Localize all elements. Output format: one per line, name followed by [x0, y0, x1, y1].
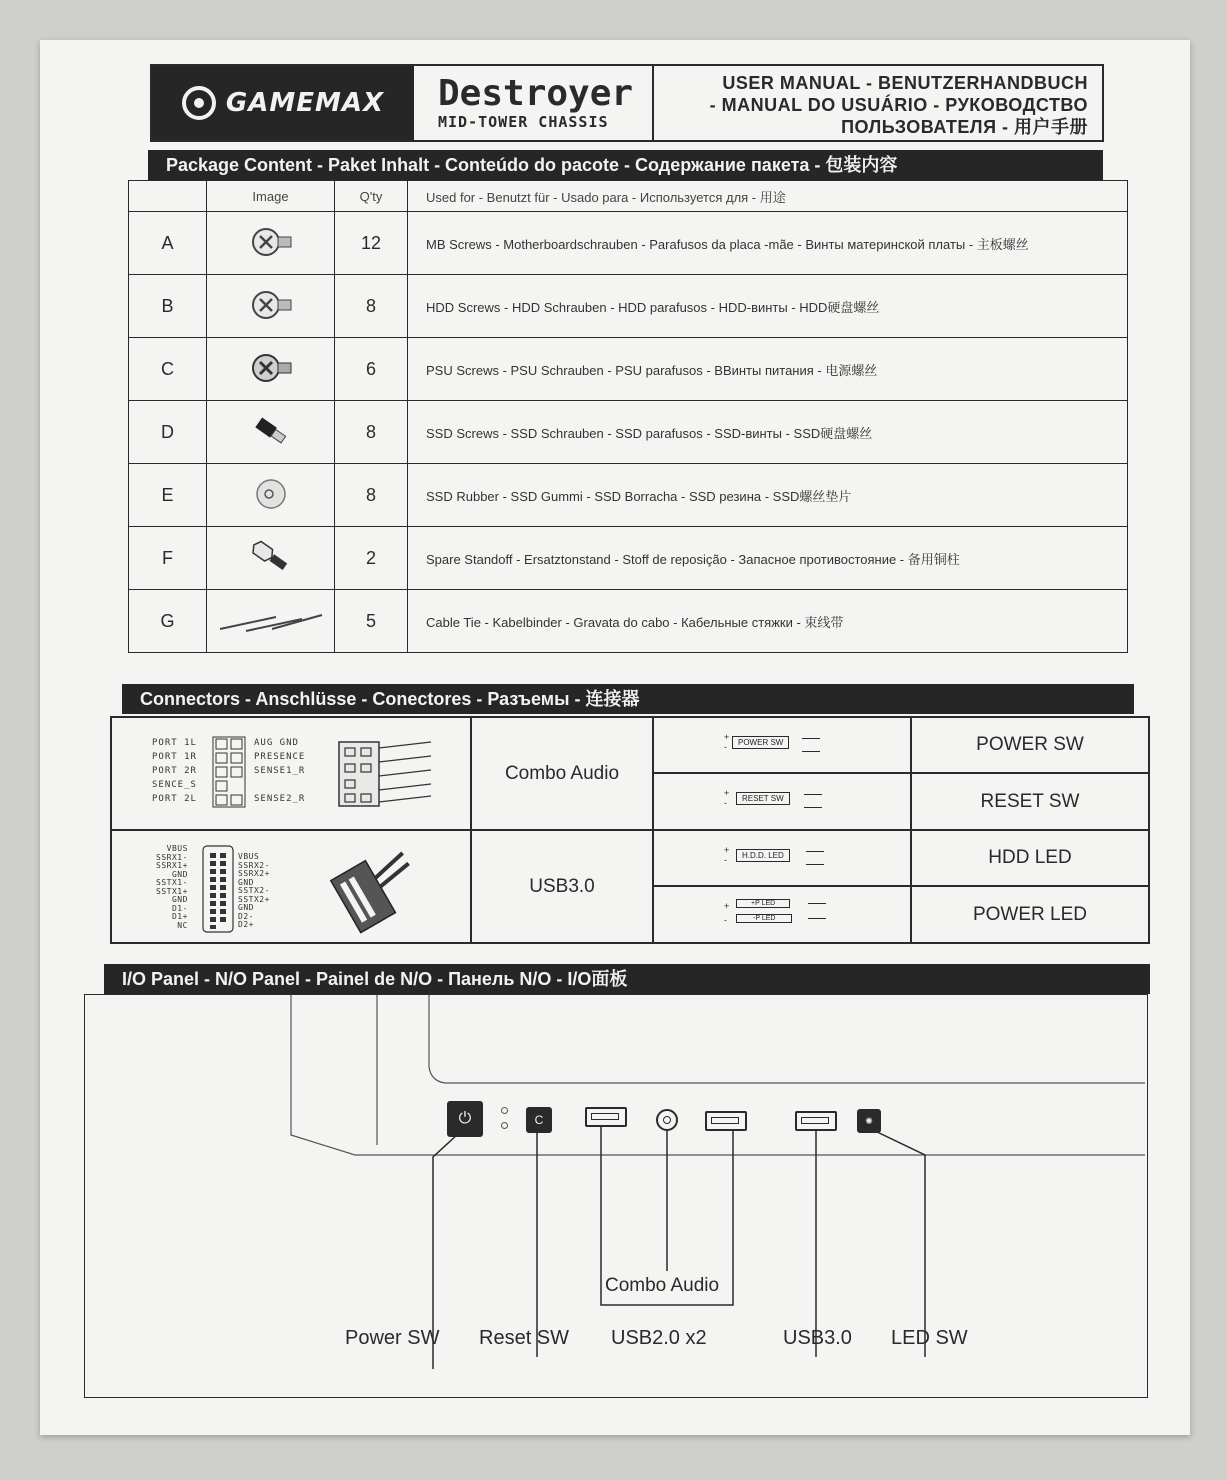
row-letter: F — [129, 527, 207, 590]
screw-icon — [207, 212, 335, 275]
connector-wires-icon — [802, 738, 820, 752]
led-sw-io-label: LED SW — [891, 1327, 968, 1349]
row-letter: A — [129, 212, 207, 275]
brand-name: GAMEMAX — [225, 88, 385, 118]
screw-icon — [207, 275, 335, 338]
row-description: HDD Screws - HDD Schrauben - HDD parafusos - HDD-винты - HDD硬盘螺丝 — [408, 275, 1128, 338]
row-qty: 2 — [335, 527, 408, 590]
power-led-cell — [911, 886, 1149, 943]
table-row — [129, 401, 1128, 464]
table-header-image: Image — [207, 181, 335, 212]
row-description: SSD Screws - SSD Schrauben - SSD parafusos - SSD-винты - SSD硬盘螺丝 — [408, 401, 1128, 464]
ssd-screw-icon — [207, 401, 335, 464]
io-section-title: I/O Panel - N/O Panel - Painel de N/O - Панель N/O - I/O面板 — [104, 964, 1150, 994]
row-qty: 8 — [335, 464, 408, 527]
reset-sw-cell — [911, 773, 1149, 830]
power-sw-cell — [911, 717, 1149, 773]
table-row — [129, 464, 1128, 527]
hdd-led-connector-tag: H.D.D. LED — [736, 849, 790, 862]
row-description: MB Screws - Motherboardschrauben - Parafusos da placa -mãe - Винты материнской платы - 主板螺丝 — [408, 212, 1128, 275]
power-led-minus-tag: -P LED — [736, 914, 792, 923]
row-qty: 6 — [335, 338, 408, 401]
row-letter: E — [129, 464, 207, 527]
usb2-io-label: USB2.0 x2 — [611, 1327, 707, 1349]
audio-pin-labels-right: AUG GND PRESENCE SENSE1_R SENSE2_R — [254, 738, 306, 804]
led-switch-icon: ✺ — [857, 1109, 881, 1133]
row-qty: 8 — [335, 401, 408, 464]
usb3-cell — [471, 830, 653, 943]
hdd-led-cell — [911, 830, 1149, 886]
row-description: Spare Standoff - Ersatztonstand - Stoff de reposição - Запасное противостояние - 备用铜柱 — [408, 527, 1128, 590]
row-letter: C — [129, 338, 207, 401]
usb3-label: USB3.0 — [529, 875, 595, 897]
connector-wires-icon — [808, 903, 826, 919]
screw-icon — [207, 338, 335, 401]
power-sw-connector-tag: POWER SW — [732, 736, 789, 749]
row-description: Cable Tie - Kabelbinder - Gravata do cabo - Кабельные стяжки - 束线带 — [408, 590, 1128, 653]
usb3-pinout-cell — [111, 830, 471, 943]
reset-sw-connector-tag: RESET SW — [736, 792, 790, 805]
row-description: SSD Rubber - SSD Gummi - SSD Borracha - SSD резина - SSD螺丝垫片 — [408, 464, 1128, 527]
manual-title-line: ПОЛЬЗОВАТЕЛЯ - 用户手册 — [841, 117, 1088, 137]
usb3-pin-labels-left: VBUS SSRX1- SSRX1+ GND SSTX1- SSTX1+ GND D1- D1+ NC — [156, 844, 188, 930]
table-header-used: Used for - Benutzt für - Usado para - Используется для - 用途 — [408, 181, 1128, 212]
brand-logo — [152, 66, 414, 140]
manual-title-line: - MANUAL DO USUÁRIO - РУКОВОДСТВО — [709, 95, 1088, 115]
standoff-icon — [207, 527, 335, 590]
row-letter: D — [129, 401, 207, 464]
usb3-header-icon — [202, 845, 234, 933]
row-qty: 8 — [335, 275, 408, 338]
audio-plug-icon — [337, 736, 437, 810]
combo-audio-cell — [471, 717, 653, 830]
table-row — [129, 527, 1128, 590]
model-name: Destroyer — [438, 73, 634, 114]
reset-button-icon: C — [526, 1107, 552, 1133]
reset-sw-io-label: Reset SW — [479, 1327, 570, 1349]
power-sw-io-label: Power SW — [345, 1327, 440, 1349]
model-subtitle: MID-TOWER CHASSIS — [438, 113, 609, 131]
power-sw-label: POWER SW — [976, 734, 1084, 755]
audio-pinout-cell — [111, 717, 471, 830]
reset-sw-label: RESET SW — [980, 790, 1080, 812]
manual-title — [654, 66, 1102, 140]
connector-wires-icon — [806, 851, 824, 865]
table-row — [129, 338, 1128, 401]
manual-header — [150, 64, 1104, 142]
combo-audio-label: Combo Audio — [504, 762, 620, 784]
model-block — [414, 66, 654, 140]
table-row — [129, 590, 1128, 653]
connectors-section-title: Connectors - Anschlüsse - Conectores - Разъемы - 连接器 — [122, 684, 1134, 714]
usb3-io-label: USB3.0 — [783, 1327, 852, 1349]
row-letter: B — [129, 275, 207, 338]
table-header-qty: Q'ty — [335, 181, 408, 212]
row-description: PSU Screws - PSU Schrauben - PSU parafusos - ВВинты питания - 电源螺丝 — [408, 338, 1128, 401]
power-button-icon: ⏻ — [447, 1101, 483, 1137]
cable-tie-icon — [207, 590, 335, 653]
row-qty: 12 — [335, 212, 408, 275]
power-led-plus-tag: +P LED — [736, 899, 790, 908]
table-header-letter — [129, 181, 207, 212]
hdd-led-connector-cell: + - H.D.D. LED — [653, 830, 911, 886]
usb3-plug-icon — [322, 841, 422, 935]
usb3-pin-labels-right: VBUS SSRX2- SSRX2+ GND SSTX2- SSTX2+ GND D2- D2+ — [238, 852, 270, 929]
row-qty: 5 — [335, 590, 408, 653]
connector-wires-icon — [804, 794, 822, 808]
row-letter: G — [129, 590, 207, 653]
table-row — [129, 275, 1128, 338]
rubber-ring-icon — [207, 464, 335, 527]
package-table — [128, 180, 1128, 653]
reset-sw-connector-cell: + - RESET SW — [653, 773, 911, 830]
combo-audio-io-label: Combo Audio — [605, 1275, 720, 1296]
audio-header-icon — [212, 736, 246, 808]
io-panel-diagram — [84, 994, 1148, 1398]
power-led-label: POWER LED — [972, 903, 1088, 925]
audio-pin-labels-left: PORT 1L PORT 1R PORT 2R SENCE_S PORT 2L — [152, 738, 197, 804]
power-led-connector-cell: + - +P LED -P LED — [653, 886, 911, 943]
package-section-title: Package Content - Paket Inhalt - Conteúdo do pacote - Содержание пакета - 包装内容 — [148, 150, 1103, 180]
manual-title-line: USER MANUAL - BENUTZERHANDBUCH — [722, 73, 1088, 93]
connectors-grid — [110, 716, 1150, 944]
manual-sheet — [40, 40, 1190, 1435]
table-row — [129, 212, 1128, 275]
hdd-led-label: HDD LED — [988, 847, 1072, 868]
gamemax-logo-icon — [182, 86, 216, 120]
power-sw-connector-cell: + - POWER SW — [653, 717, 911, 773]
